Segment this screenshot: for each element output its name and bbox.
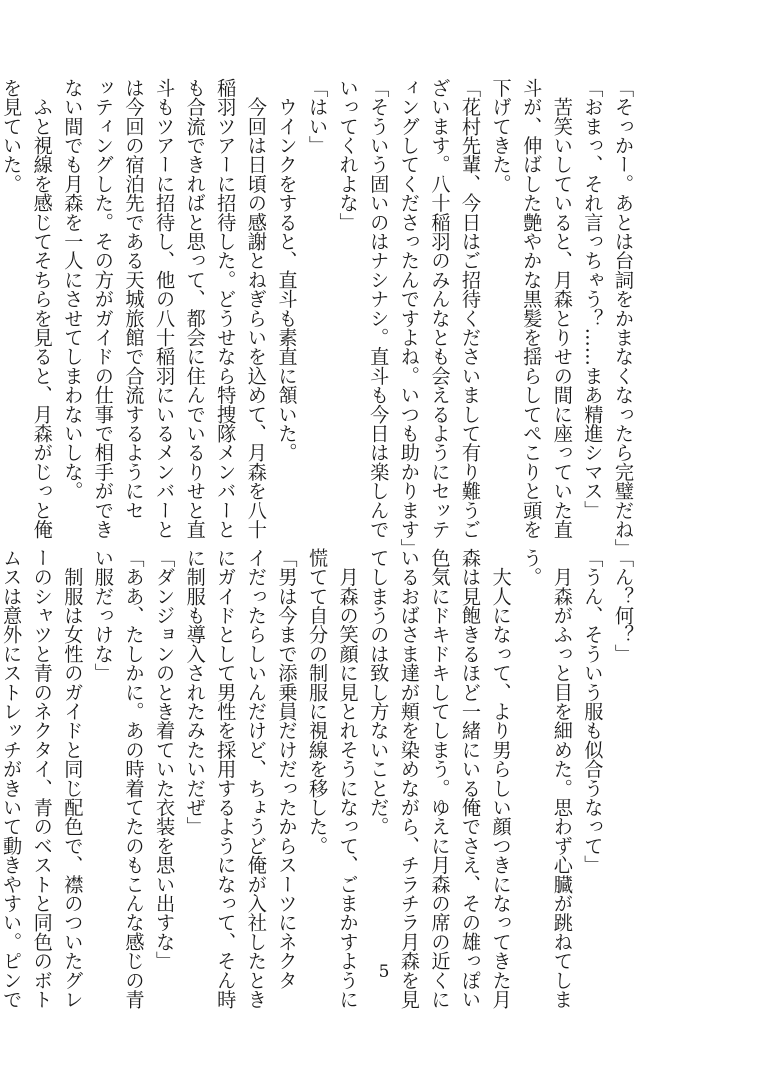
text-line: てしまうのは致し方ないことだ。 bbox=[367, 548, 391, 836]
page-number: 5 bbox=[378, 962, 390, 982]
text-line: 「花村先輩、今日はご招待くださいまして有り難うご bbox=[459, 78, 483, 539]
text-line: 色気にドキドキしてしまう。ゆえに月森の席の近くに bbox=[428, 548, 452, 1009]
text-line: 斗もツアーに招待し、他の八十稲羽にいるメンバーと bbox=[153, 78, 177, 539]
text-line: ムスは意外にストレッチがきいて動きやすい。ピンで bbox=[0, 548, 24, 1009]
text-line: 「うん、そういう服も似合うなって」 bbox=[581, 548, 605, 875]
text-line: 月森がふっと目を細めた。思わず心臓が跳ねてしま bbox=[550, 548, 574, 1009]
text-line: 制服は女性のガイドと同じ配色で、襟のついたグレ bbox=[61, 548, 85, 1009]
text-line: 「はい」 bbox=[306, 78, 330, 155]
text-line: にガイドとして男性を採用するようになって、そん時 bbox=[214, 548, 238, 1009]
text-line: 「そういう固いのはナシナシ。直斗も今日は楽しんで bbox=[367, 78, 391, 539]
text-line: 「おまっ、それ言っちゃう？……まあ精進シマス」 bbox=[581, 78, 605, 520]
text-line: ふと視線を感じてそちらを見ると、月森がじっと俺 bbox=[30, 78, 54, 539]
text-line: ざいます。八十稲羽のみんなとも会えるようにセッテ bbox=[428, 78, 452, 539]
text-line: いってくれよな」 bbox=[336, 78, 360, 232]
text-line: 慌てて自分の制服に視線を移した。 bbox=[306, 548, 330, 856]
text-line: も合流できればと思って、都会に住んでいるりせと直 bbox=[183, 78, 207, 539]
text-line: 「男は今まで添乗員だけだったからスーツにネクタ bbox=[275, 548, 299, 990]
text-line: に制服も導入されたみたいだぜ」 bbox=[183, 548, 207, 836]
text-line: ィングしてくださったんですよね。いつも助かります」 bbox=[397, 78, 421, 558]
text-line: 大人になって、より男らしい顔つきになってきた月 bbox=[489, 548, 513, 1009]
text-block-lower bbox=[0, 548, 638, 1009]
text-line: う。 bbox=[520, 548, 544, 587]
text-line: イだったらしいんだけど、ちょうど俺が入社したとき bbox=[244, 548, 268, 1009]
text-line: 「そっかー。あとは台詞をかまなくなったら完璧だね」 bbox=[612, 78, 635, 558]
text-line: 斗が、伸ばした艶やかな黒髪を揺らしてぺこりと頭を bbox=[520, 78, 544, 539]
text-line: 苦笑いしていると、月森とりせの間に座っていた直 bbox=[550, 78, 574, 539]
text-line: は今回の宿泊先である天城旅館で合流するようにセ bbox=[122, 78, 146, 520]
text-line: ッティングした。その方がガイドの仕事で相手ができ bbox=[91, 78, 115, 539]
text-line: 稲羽ツアーに招待した。どうせなら特捜隊メンバーと bbox=[214, 78, 238, 539]
text-line: 「ん？何？」 bbox=[612, 548, 635, 664]
text-line: 月森の笑顔に見とれそうになって、ごまかすように bbox=[336, 548, 360, 1009]
text-line: 「ああ、たしかに。あの時着てたのもこんな感じの青 bbox=[122, 548, 146, 1009]
text-line: 「ダンジョンのとき着ていた衣装を思い出すな」 bbox=[153, 548, 177, 971]
text-line: ない間でも月森を一人にさせてしまわないしな。 bbox=[61, 78, 85, 501]
text-line: 今回は日頃の感謝とねぎらいを込めて、月森を八十 bbox=[244, 78, 268, 539]
text-line: を見ていた。 bbox=[0, 78, 24, 194]
text-line: 森は見飽きるほど一緒にいる俺でさえ、その雄っぽい bbox=[459, 548, 483, 1009]
text-line: ーのシャツと青のネクタイ、青のベストと同色のボト bbox=[30, 548, 54, 1009]
text-line: い服だっけな」 bbox=[91, 548, 115, 683]
text-line: いるおばさま達が頬を染めながら、チラチラ月森を見 bbox=[397, 548, 421, 1009]
text-block-upper bbox=[0, 78, 638, 558]
text-line: 下げてきた。 bbox=[489, 78, 513, 194]
text-line: ウインクをすると、直斗も素直に頷いた。 bbox=[275, 78, 299, 462]
